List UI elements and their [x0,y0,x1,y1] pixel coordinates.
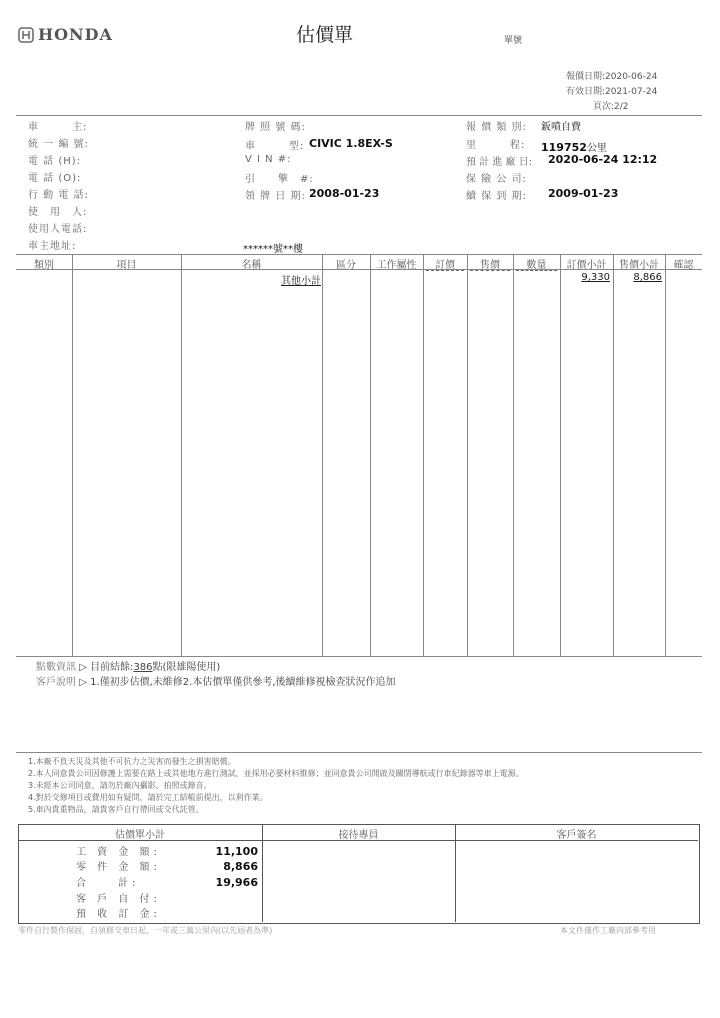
table-top-rule [16,254,702,255]
sale-price-dash [470,270,510,271]
honda-wing-icon [18,27,34,43]
footer-warranty: 零件自行製作保固，自領修交車日起，一年或三萬公里內(以先屆者為準) [18,926,273,935]
mobile-label: 行 動 電 話: [28,190,89,201]
user-label: 使 用 人: [28,207,88,218]
address-label: 車主地址: [28,241,77,252]
note-item: 2.本人同意貴公司因修護上需要在路上或其他地方進行測試，並採用必要材料維修；並同意貴公司開啟及關閉導航或行車紀錄器等車上電源。 [28,769,524,778]
reg-date-label: 領 牌 日 期: [245,191,306,202]
col-divider [181,254,182,656]
reg-date-value: 2008-01-23 [309,187,380,200]
signature-header: 客戶簽名 [556,830,597,841]
phone-h-label: 電 話 (H): [28,156,82,167]
col-header-name: 名稱 [241,260,262,271]
col-divider [513,254,514,656]
mileage-label: 里 程: [466,140,526,151]
table-row-name: 其他小計 [281,276,321,287]
reception-header: 接待專員 [338,830,379,841]
quote-date: 報價日期:2020-06-24 [566,72,658,82]
triangle-right-icon: ▷ [79,662,91,673]
parts-value: 8,866 [223,860,258,873]
table-row-sale-subtotal: 8,866 [633,272,662,283]
labor-label: 工 資 金 額: [76,847,161,858]
col-header-list-price: 訂價 [435,260,455,271]
doc-number-label: 單號 [504,36,523,46]
table-bottom-rule [16,656,702,657]
renewal-value: 2009-01-23 [548,187,619,200]
model-label: 車 型: [245,141,305,152]
col-divider [370,254,371,656]
brand-logo [18,25,113,44]
note-item: 4.對於交修項目或費用如有疑問，請於完工結帳前提出，以利作業。 [28,793,268,802]
points-label: 點數資訊 [36,662,76,673]
address-value: ******號**樓 [243,244,303,255]
customer-note [36,673,396,688]
col-divider [423,254,424,656]
valid-date: 有效日期:2021-07-24 [566,87,658,97]
points-suffix: 點(限雄陽使用) [152,662,221,673]
tax-id-label: 統 一 編 號: [28,139,89,150]
col-divider [467,254,468,656]
note-item: 3.未經本公司同意，請勿於廠內攝影、拍照或錄音。 [28,781,212,790]
note-item: 1.本廠不負天災及其他不可抗力之災害而發生之損害賠償。 [28,757,236,766]
total-value: 19,966 [215,876,258,889]
col-header-list-subtotal: 訂價小計 [566,260,607,271]
vin-label: V I N #: [245,154,292,165]
owner-label: 車 主: [28,122,88,133]
col-header-work-type: 工作屬性 [376,260,417,271]
points-value: 386 [133,662,153,673]
page-title: 估價單 [296,24,354,46]
col-header-item: 項目 [116,260,137,271]
col-header-division: 區分 [336,260,356,271]
parts-label: 零 件 金 額: [76,862,161,873]
quote-type-value: 鈑噴自費 [541,122,581,133]
plate-label: 牌 照 號 碼: [245,122,306,133]
user-phone-label: 使用人電話: [28,224,88,235]
col-divider [613,254,614,656]
info-top-rule [16,115,702,116]
deposit-label: 預 收 訂 金: [76,909,161,920]
eta-label: 預 計 進 廠 日: [466,157,533,168]
col-divider [322,254,323,656]
renewal-label: 續 保 到 期: [466,191,527,202]
eta-value: 2020-06-24 12:12 [548,153,658,166]
brand-name: HONDA [38,25,113,44]
col-divider [72,254,73,656]
col-divider [560,254,561,656]
points-info [36,658,220,673]
mileage-value: 119752 [541,141,587,154]
notes-top-rule [16,752,702,753]
table-row-list-subtotal: 9,330 [581,272,610,283]
labor-value: 11,100 [215,845,258,858]
footer-note: 本文件僅作工廠內部參考用 [560,926,656,935]
col-header-sale-price: 售價 [480,260,500,271]
engine-label: 引 擎 #: [245,174,314,185]
note-item: 5.車內貴重物品，請貴客戶自行帶回或交代託管。 [28,805,204,814]
col-header-category: 類別 [34,260,54,271]
col-header-confirm: 確認 [673,260,694,271]
customer-note-text: 1.僅初步估價,未維修2.本估價單僅供參考,後續維修視檢查狀況作追加 [90,677,396,688]
col-divider [665,254,666,656]
list-price-dash [426,270,464,271]
insurer-label: 保 險 公 司: [466,174,527,185]
customer-note-label: 客戶說明 [36,677,76,688]
total-label: 合 計: [76,878,140,889]
mileage-unit: 公里 [586,143,607,154]
quantity-dash [516,270,557,271]
self-pay-label: 客 戶 自 付: [76,894,161,905]
points-prefix: 目前結餘: [90,662,134,673]
phone-o-label: 電 話 (O): [28,173,82,184]
model-value: CIVIC 1.8EX-S [309,137,393,150]
triangle-right-icon: ▷ [79,677,91,688]
page-number: 頁次:2/2 [593,102,629,112]
summary-header: 估價單小計 [115,830,165,841]
quote-type-label: 報 價 類 別: [466,122,527,133]
col-header-sale-subtotal: 售價小計 [619,260,659,271]
col-header-quantity: 數量 [526,260,547,271]
